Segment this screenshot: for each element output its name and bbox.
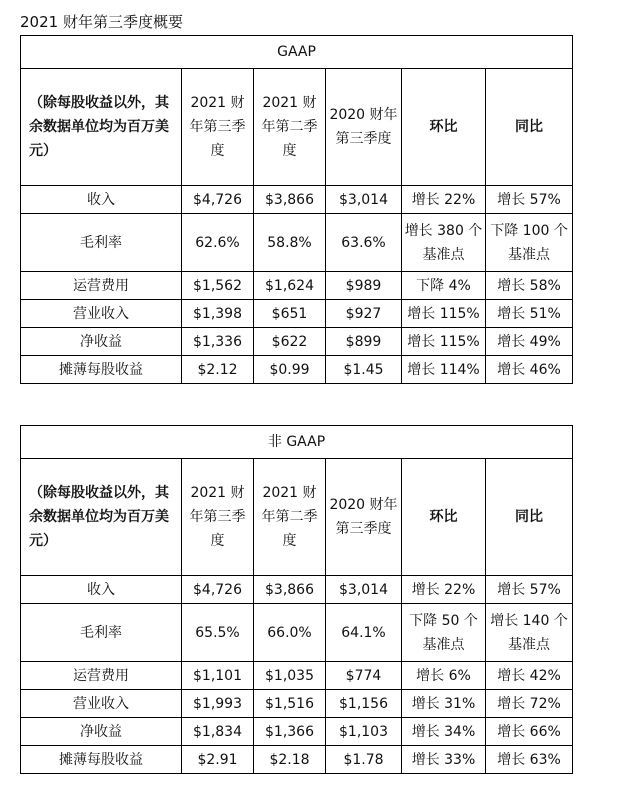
cell-q2-2021: $3,866 <box>254 186 326 214</box>
cell-q3-2021: $2.91 <box>182 746 254 774</box>
cell-q3-2021: $1,398 <box>182 300 254 328</box>
table-row <box>21 690 573 718</box>
cell-q3-2020: $989 <box>326 272 402 300</box>
col-q2-2021-header: 2021 财年第二季度 <box>254 69 326 186</box>
gaap-section-heading: GAAP <box>21 36 573 69</box>
cell-q3-2020: 64.1% <box>326 604 402 662</box>
row-label: 毛利率 <box>21 604 182 662</box>
cell-q2-2021: $1,516 <box>254 690 326 718</box>
col-yoy-header: 同比 <box>486 459 573 576</box>
row-label: 摊薄每股收益 <box>21 356 182 384</box>
cell-q3-2021: $1,834 <box>182 718 254 746</box>
cell-yoy: 增长 51% <box>486 300 573 328</box>
cell-q3-2021: $1,993 <box>182 690 254 718</box>
unit-note-header: （除每股收益以外，其余数据单位均为百万美元） <box>21 69 182 186</box>
table-row <box>21 272 573 300</box>
cell-q3-2021: $2.12 <box>182 356 254 384</box>
cell-yoy: 增长 57% <box>486 576 573 604</box>
col-qoq-header: 环比 <box>402 69 486 186</box>
col-yoy-header: 同比 <box>486 69 573 186</box>
cell-qoq: 下降 50 个基准点 <box>402 604 486 662</box>
page-title: 2021 财年第三季度概要 <box>20 13 183 31</box>
cell-yoy: 增长 72% <box>486 690 573 718</box>
cell-q3-2020: $1.78 <box>326 746 402 774</box>
cell-q3-2020: $3,014 <box>326 186 402 214</box>
cell-qoq: 下降 4% <box>402 272 486 300</box>
col-q3-2020-header: 2020 财年第三季度 <box>326 69 402 186</box>
cell-q3-2021: $4,726 <box>182 576 254 604</box>
cell-q2-2021: 58.8% <box>254 214 326 272</box>
cell-q2-2021: $1,624 <box>254 272 326 300</box>
cell-yoy: 增长 57% <box>486 186 573 214</box>
cell-q2-2021: 66.0% <box>254 604 326 662</box>
cell-qoq: 增长 380 个基准点 <box>402 214 486 272</box>
cell-q2-2021: $3,866 <box>254 576 326 604</box>
cell-qoq: 增长 115% <box>402 328 486 356</box>
col-q3-2020-header: 2020 财年第三季度 <box>326 459 402 576</box>
cell-q3-2020: $1,156 <box>326 690 402 718</box>
cell-q2-2021: $2.18 <box>254 746 326 774</box>
row-label: 收入 <box>21 186 182 214</box>
table-row <box>21 356 573 384</box>
cell-q3-2021: $1,562 <box>182 272 254 300</box>
cell-q3-2020: 63.6% <box>326 214 402 272</box>
table-row <box>21 718 573 746</box>
unit-note-header: （除每股收益以外，其余数据单位均为百万美元） <box>21 459 182 576</box>
cell-yoy: 增长 63% <box>486 746 573 774</box>
cell-q3-2020: $3,014 <box>326 576 402 604</box>
non-gaap-section-heading: 非 GAAP <box>21 426 573 459</box>
cell-q2-2021: $0.99 <box>254 356 326 384</box>
cell-qoq: 增长 22% <box>402 186 486 214</box>
cell-yoy: 下降 100 个基准点 <box>486 214 573 272</box>
row-label: 营业收入 <box>21 690 182 718</box>
row-label: 毛利率 <box>21 214 182 272</box>
cell-q2-2021: $651 <box>254 300 326 328</box>
gaap-table <box>20 35 573 384</box>
col-q3-2021-header: 2021 财年第三季度 <box>182 459 254 576</box>
cell-qoq: 增长 6% <box>402 662 486 690</box>
cell-qoq: 增长 115% <box>402 300 486 328</box>
row-label: 营业收入 <box>21 300 182 328</box>
table-row <box>21 746 573 774</box>
cell-yoy: 增长 58% <box>486 272 573 300</box>
non-gaap-table <box>20 425 573 774</box>
table-row <box>21 576 573 604</box>
table-row <box>21 328 573 356</box>
row-label: 净收益 <box>21 328 182 356</box>
col-qoq-header: 环比 <box>402 459 486 576</box>
cell-qoq: 增长 114% <box>402 356 486 384</box>
cell-q3-2021: $1,336 <box>182 328 254 356</box>
row-label: 摊薄每股收益 <box>21 746 182 774</box>
cell-qoq: 增长 33% <box>402 746 486 774</box>
col-q3-2021-header: 2021 财年第三季度 <box>182 69 254 186</box>
cell-q2-2021: $1,366 <box>254 718 326 746</box>
cell-qoq: 增长 34% <box>402 718 486 746</box>
cell-q3-2021: 65.5% <box>182 604 254 662</box>
cell-qoq: 增长 22% <box>402 576 486 604</box>
cell-q3-2021: 62.6% <box>182 214 254 272</box>
table-row <box>21 604 573 662</box>
cell-q3-2020: $1,103 <box>326 718 402 746</box>
cell-q3-2020: $1.45 <box>326 356 402 384</box>
table-row <box>21 214 573 272</box>
cell-q2-2021: $622 <box>254 328 326 356</box>
row-label: 收入 <box>21 576 182 604</box>
col-q2-2021-header: 2021 财年第二季度 <box>254 459 326 576</box>
cell-yoy: 增长 140 个基准点 <box>486 604 573 662</box>
cell-q3-2020: $774 <box>326 662 402 690</box>
table-row <box>21 186 573 214</box>
table-row <box>21 662 573 690</box>
cell-yoy: 增长 42% <box>486 662 573 690</box>
cell-qoq: 增长 31% <box>402 690 486 718</box>
row-label: 运营费用 <box>21 272 182 300</box>
cell-q2-2021: $1,035 <box>254 662 326 690</box>
row-label: 净收益 <box>21 718 182 746</box>
cell-q3-2020: $927 <box>326 300 402 328</box>
cell-yoy: 增长 49% <box>486 328 573 356</box>
cell-q3-2021: $4,726 <box>182 186 254 214</box>
cell-yoy: 增长 46% <box>486 356 573 384</box>
table-row <box>21 300 573 328</box>
cell-yoy: 增长 66% <box>486 718 573 746</box>
cell-q3-2020: $899 <box>326 328 402 356</box>
row-label: 运营费用 <box>21 662 182 690</box>
cell-q3-2021: $1,101 <box>182 662 254 690</box>
